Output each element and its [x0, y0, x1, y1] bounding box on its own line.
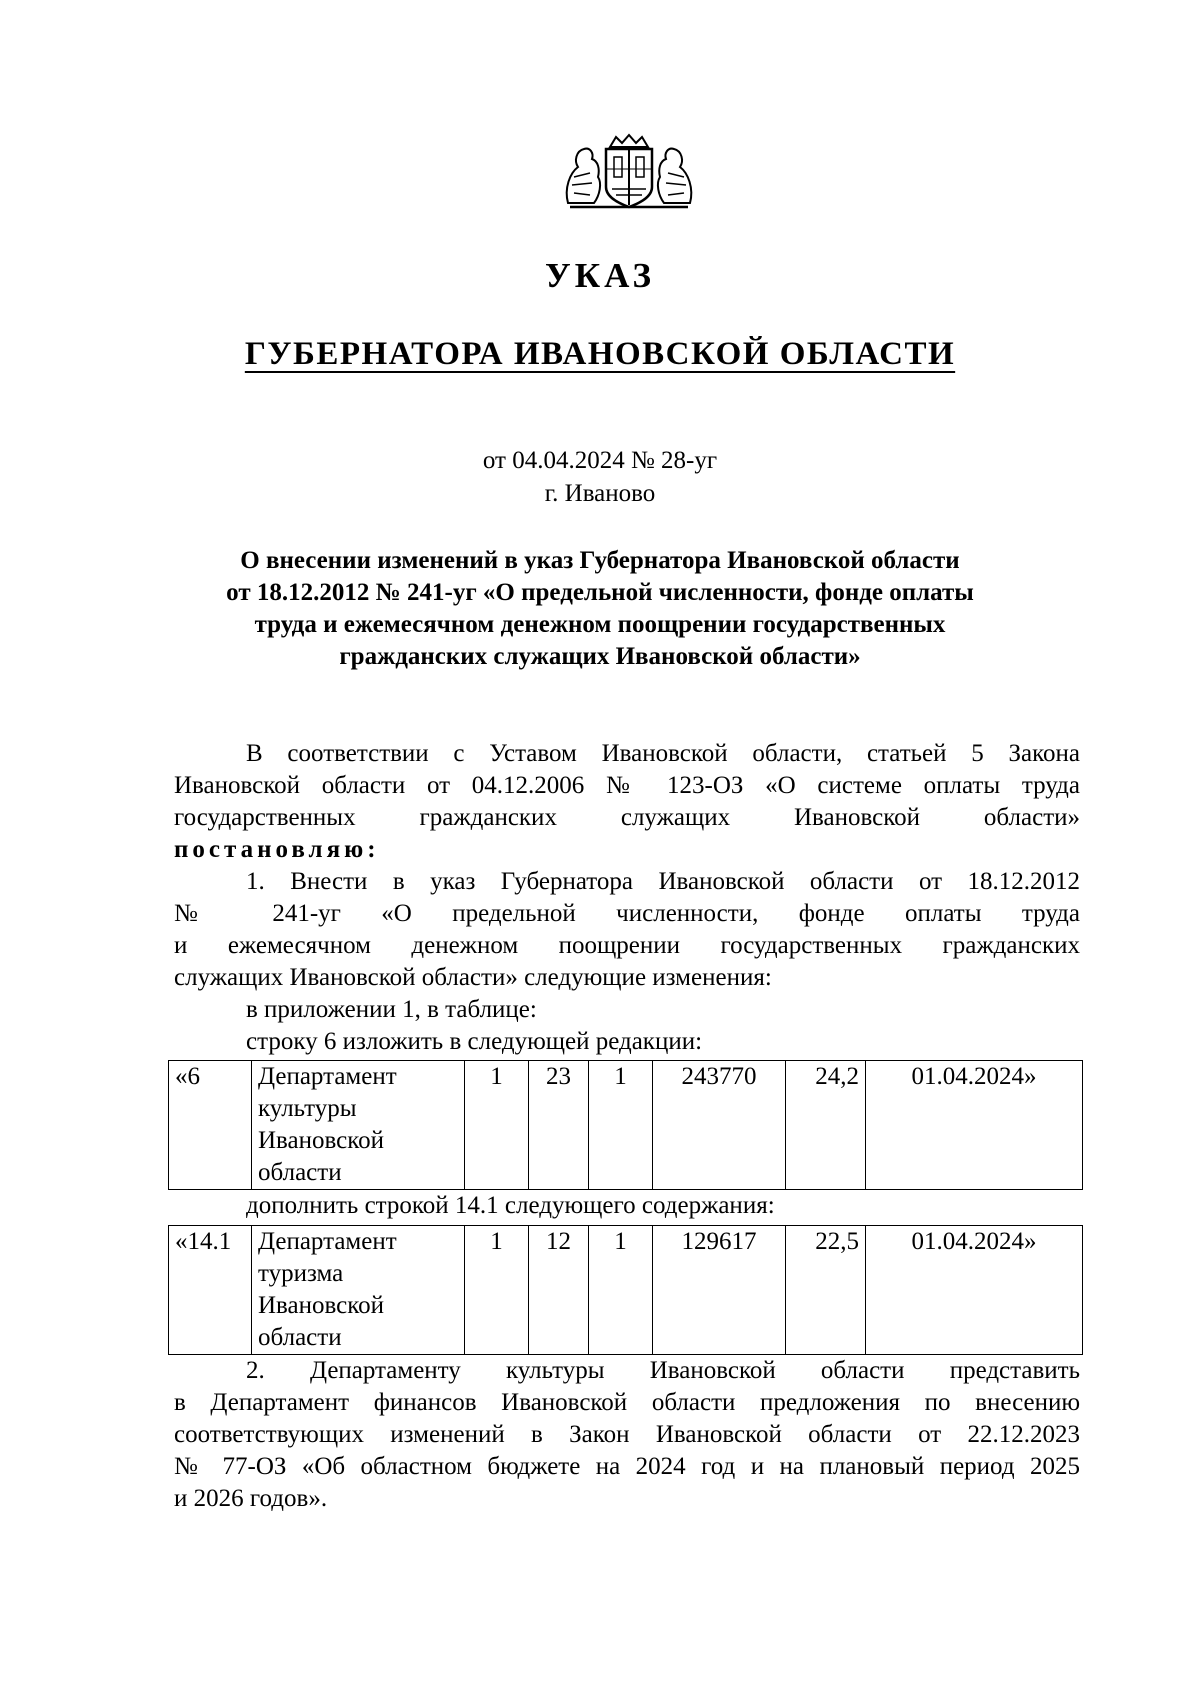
document-issuer — [0, 336, 1200, 373]
table-cell: 243770 — [653, 1061, 786, 1190]
document-meta — [0, 444, 1200, 510]
text-line: соответствующих изменений в Закон Ивановской области от 22.12.2023 — [174, 1421, 1080, 1448]
name-line: туризма — [258, 1260, 344, 1287]
table-cell: 24,2 — [786, 1061, 866, 1190]
text-line: В соответствии с Уставом Ивановской области, статьей 5 Закона — [246, 740, 1080, 767]
amendment-table-row-6 — [168, 1060, 1083, 1190]
date-number: от 04.04.2024 № 28-уг — [482, 447, 718, 474]
coat-of-arms-icon — [560, 133, 698, 211]
text-line: дополнить строкой 14.1 следующего содержания: — [246, 1192, 775, 1219]
text-line: и 2026 годов». — [174, 1485, 328, 1512]
name-line: области — [258, 1159, 342, 1186]
decree-word: постановляю: — [174, 836, 380, 863]
heading-line: от 18.12.2012 № 241-уг «О предельной численности, фонде оплаты — [226, 579, 974, 606]
name-line: Ивановской — [258, 1127, 385, 1154]
text-line: № 241-уг «О предельной численности, фонде оплаты труда — [174, 900, 1080, 927]
city: г. Иваново — [544, 480, 656, 507]
text-line: Ивановской области от 04.12.2006 № 123-ОЗ «О системе оплаты труда — [174, 772, 1080, 799]
name-line: Ивановской — [258, 1292, 385, 1319]
department-name — [252, 1226, 465, 1355]
text-line: и ежемесячном денежном поощрении государственных гражданских — [174, 932, 1080, 959]
amendment-table-row-14-1 — [168, 1225, 1083, 1355]
table-row — [169, 1061, 1083, 1190]
table-cell: 22,5 — [786, 1226, 866, 1355]
decree-heading — [120, 545, 1080, 673]
table-row — [169, 1226, 1083, 1355]
name-line: культуры — [258, 1095, 357, 1122]
department-name — [252, 1061, 465, 1190]
name-line: области — [258, 1324, 342, 1351]
heading-line: О внесении изменений в указ Губернатора Ивановской области — [240, 547, 960, 574]
document-title: УКАЗ — [545, 256, 655, 295]
text-line: 1. Внести в указ Губернатора Ивановской области от 18.12.2012 — [246, 868, 1080, 895]
preamble-and-item-1 — [174, 738, 1080, 1026]
text-line: 2. Департаменту культуры Ивановской области представить — [246, 1357, 1080, 1384]
table-cell: 1 — [465, 1226, 529, 1355]
text-line: строку 6 изложить в следующей редакции: — [246, 1028, 703, 1055]
table-cell: 23 — [529, 1061, 589, 1190]
name-line: Департамент — [258, 1063, 397, 1090]
table-cell: 1 — [589, 1061, 653, 1190]
item-2 — [174, 1355, 1080, 1515]
heading-line: труда и ежемесячном денежном поощрении государственных — [254, 611, 946, 638]
text-line: в Департамент финансов Ивановской области предложения по внесению — [174, 1389, 1080, 1416]
row-number: «6 — [169, 1061, 252, 1190]
row-number: «14.1 — [169, 1226, 252, 1355]
effective-date: 01.04.2024» — [866, 1226, 1083, 1355]
name-line: Департамент — [258, 1228, 397, 1255]
table-cell: 12 — [529, 1226, 589, 1355]
heading-line: гражданских служащих Ивановской области» — [339, 643, 861, 670]
text-line: государственных гражданских служащих Ивановской области» — [174, 804, 1080, 831]
table-cell: 1 — [589, 1226, 653, 1355]
table-cell: 129617 — [653, 1226, 786, 1355]
issuer-text: ГУБЕРНАТОРА ИВАНОВСКОЙ ОБЛАСТИ — [244, 336, 956, 372]
table-cell: 1 — [465, 1061, 529, 1190]
text-line: № 77-ОЗ «Об областном бюджете на 2024 год и на плановый период 2025 — [174, 1453, 1080, 1480]
text-line: служащих Ивановской области» следующие изменения: — [174, 964, 772, 991]
effective-date: 01.04.2024» — [866, 1061, 1083, 1190]
text-line: в приложении 1, в таблице: — [246, 996, 537, 1023]
